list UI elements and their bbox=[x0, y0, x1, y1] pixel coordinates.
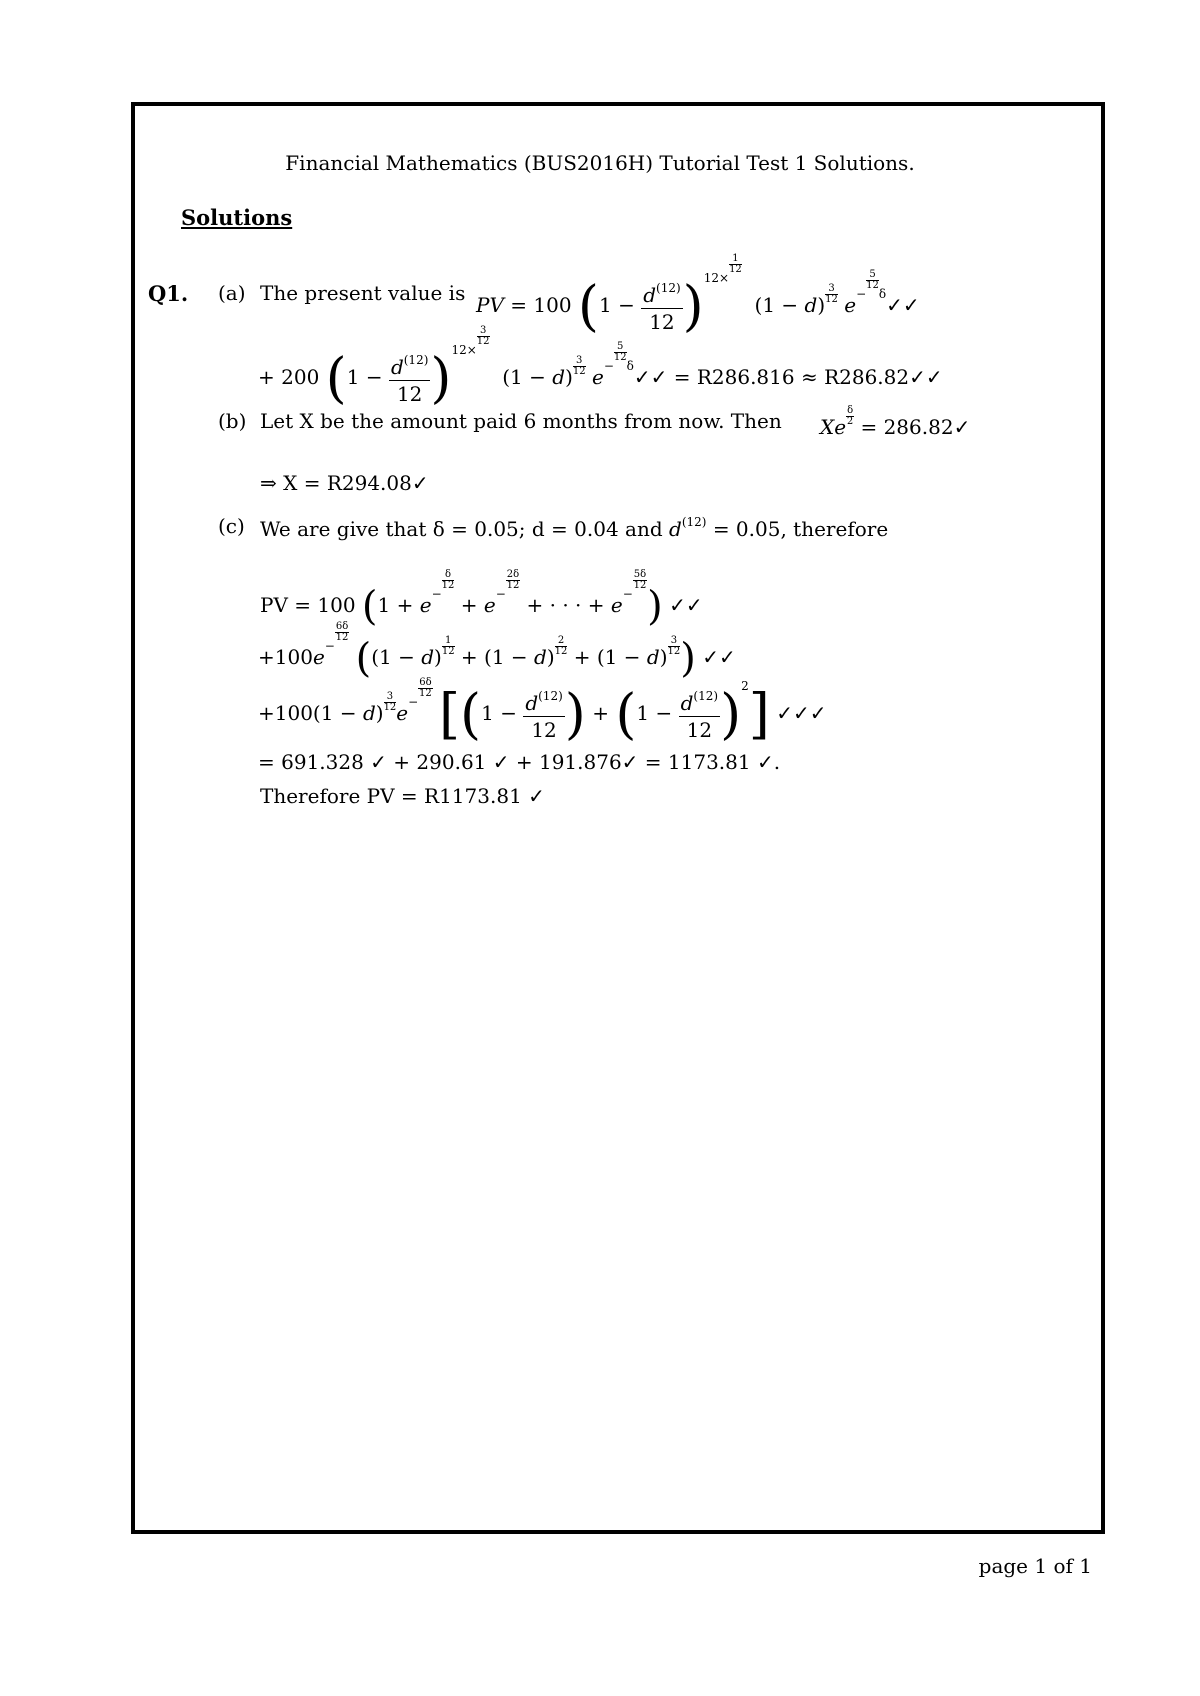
part-c-sum: = 691.328 ✓ + 290.61 ✓ + 191.876✓ = 1173.81 ✓. bbox=[258, 750, 781, 774]
part-c-intro-tail: = 0.05, therefore bbox=[712, 517, 889, 541]
part-b-label: (b) bbox=[218, 409, 247, 433]
document-title: Financial Mathematics (BUS2016H) Tutorial Test 1 Solutions. bbox=[285, 151, 915, 175]
part-c-label: (c) bbox=[218, 514, 245, 538]
page-footer: page 1 of 1 bbox=[978, 1554, 1092, 1578]
part-a-result: = R286.816 ≈ R286.82✓✓ bbox=[673, 365, 943, 389]
part-b-result: ⇒ X = R294.08✓ bbox=[260, 471, 429, 495]
part-c-intro-text: We are give that δ = 0.05; d = 0.04 and bbox=[260, 517, 663, 541]
part-a-formula-line2: + 200 (1 − $\frac{d^{(12)}}{12}$ )$^{12\times \frac{3}{12}}$ (1 − d) $\frac{3}{12}$ $e^{- \frac{5}{12} \delta}✓✓ = R286.816$ ≈ R286.82✓✓ bbox=[258, 325, 943, 410]
part-b-equals: = 286.82✓ bbox=[860, 415, 971, 439]
part-a-intro: The present value is bbox=[260, 281, 466, 305]
question-label: Q1. bbox=[148, 281, 189, 306]
section-heading: Solutions bbox=[181, 205, 293, 230]
part-a-formula-line1: PV = 100 (1 − $\frac{d^{(12)}}{12}$ )$^{12\times \frac{1}{12}}$ (1 − d) $\frac{3}{12}$ $e^{- \frac{5}{12} \delta}✓✓$ bbox=[476, 253, 920, 338]
part-b-equation: Xe $\frac{\delta}{2}$ = 286.82✓ bbox=[820, 405, 971, 439]
part-a-label: (a) bbox=[218, 281, 246, 305]
part-c-conclusion: Therefore PV = R1173.81 ✓ bbox=[260, 784, 545, 808]
part-c-pv-line2: $+100e^{- \frac{6\delta}{12}}$ ((1 − d) $\frac{1}{12}$ + (1 − d) $\frac{2}{12}$ + (1 − d) $\frac{3}{12}$ ) ✓✓ bbox=[258, 621, 736, 682]
part-b-intro: Let X be the amount paid 6 months from now. Then bbox=[260, 409, 782, 433]
part-c-intro: We are give that δ = 0.05; d = 0.04 and $d^{(12)} = 0.05$, therefore bbox=[260, 515, 889, 541]
part-c-pv-line1: PV = 100 ($1 + e^{- \frac{\delta}{12}}$ + $e^{- \frac{2\delta}{12}}$ + · · · + $e^{- \frac{5\delta}{12}}$ ) ✓✓ bbox=[260, 569, 703, 630]
part-c-pv-line3: +100(1 − d) $\frac{3}{12}$ $e^{- \frac{6\delta}{12}}$ [(1 − $\frac{d^{(12)}}{12}$ ) + (1 − $\frac{d^{(12)}}{12}$ )$^2$] ✓✓✓ bbox=[258, 677, 827, 746]
